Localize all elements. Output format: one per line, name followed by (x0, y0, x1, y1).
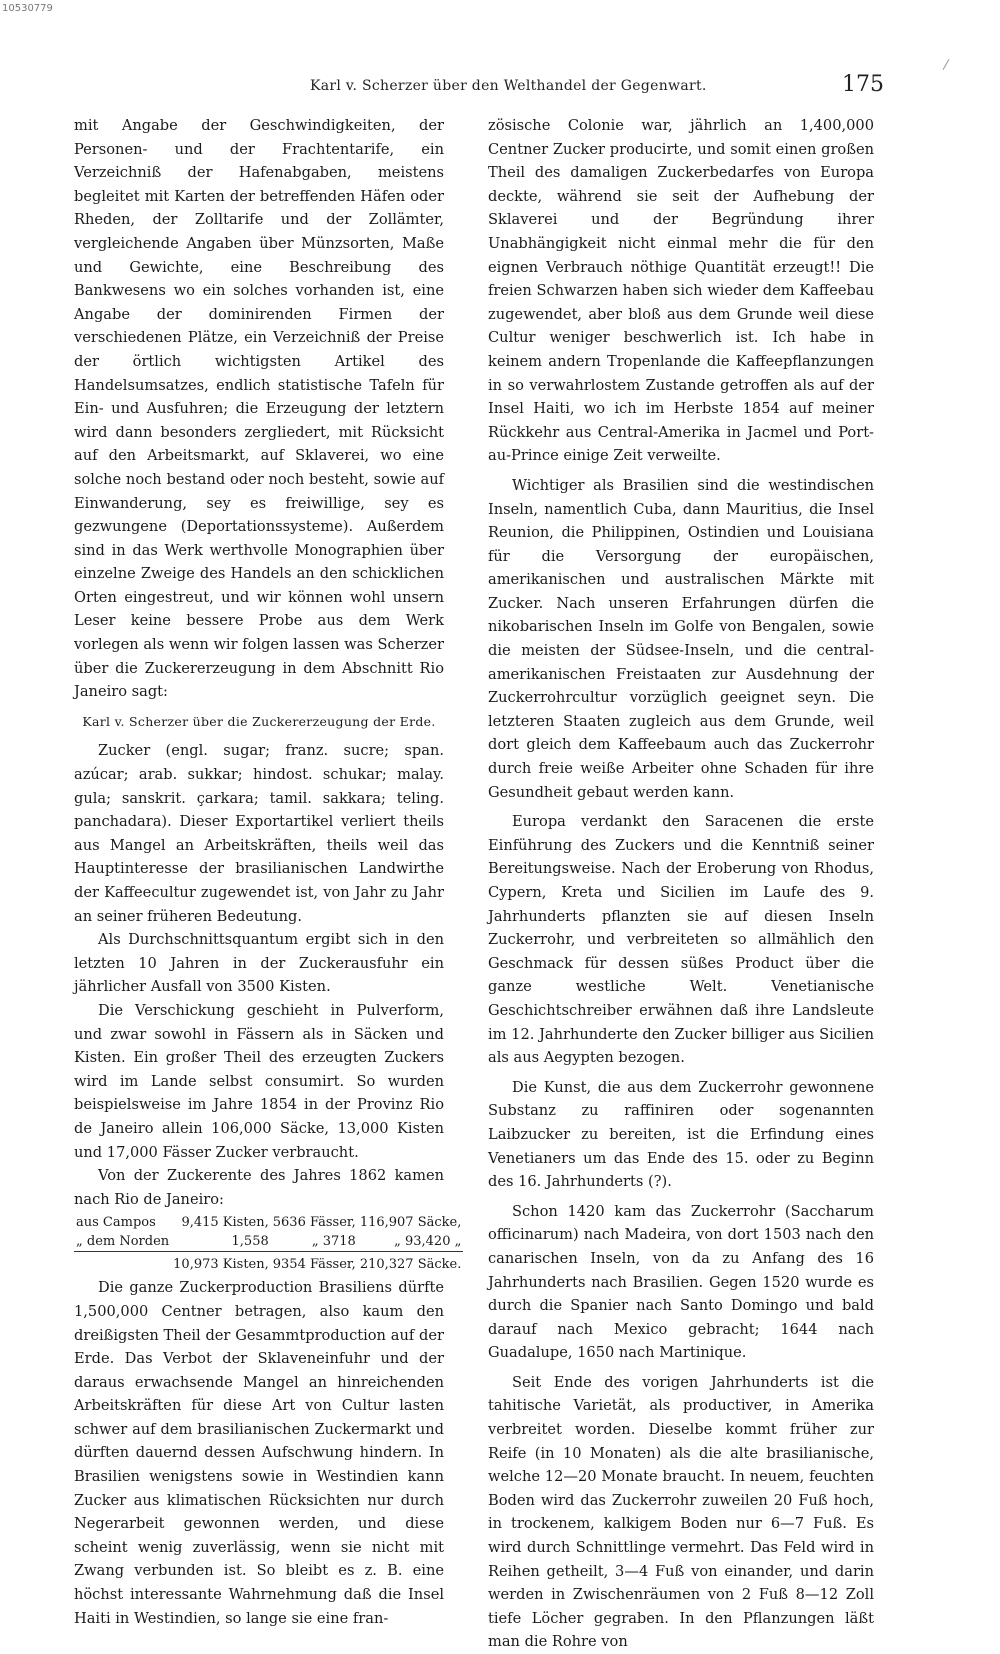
paragraph: Schon 1420 kam das Zuckerrohr (Saccharum officinarum) nach Madeira, von dort 1503 nach den canarischen Inseln, von da zu Anfang des 16 Jahrhunderts nach Brasilien. Gegen 1520 wurde es durch die Spanier nach Santo Domingo und bald darauf nach Mexico gebracht; 1644 nach Guadalupe, 1650 nach Martinique. (488, 1202, 874, 1362)
left-column (74, 114, 462, 1630)
table-cell: „ dem Norden (76, 1234, 170, 1250)
scan-id-label: 10530779 (2, 3, 53, 14)
paragraph: Europa verdankt den Saracenen die erste Einführung des Zuckers und die Kenntniß seiner Bereitungsweise. Nach der Eroberung von Rhodus, Cypern, Kreta und Sicilien im Laufe des 9. Jahrhunderts pflanzten sie auf diesen Inseln Zuckerrohr, und verbreiteten so allmählich den Geschmack für dessen süßes Product über die ganze westliche Welt. Venetianische Geschichtschreiber erwähnen daß ihre Landsleute im 12. Jahrhunderte den Zucker billiger aus Sicilien als aus Aegypten bezogen. (488, 813, 874, 1067)
paragraph: Seit Ende des vorigen Jahrhunderts ist die tahitische Varietät, als productiver, in Amerika verbreitet worden. Dieselbe kommt früher zur Reife (in 10 Monaten) als die alte brasilianische, welche 12—20 Monate braucht. In neuem, feuchten Boden wird das Zuckerrohr zuweilen 20 Fuß hoch, in trockenem, kalkigem Boden nur 6—7 Fuß. Es wird durch Schnittlinge vermehrt. Das Feld wird in Reihen getheilt, 3—4 Fuß von einander, und darin werden in Zwischenräumen von 2 Fuß 8—12 Zoll tiefe Löcher gegraben. In den Pflanzungen läßt man die Rohre von (488, 1373, 874, 1651)
table-cell: „ 93,420 „ (394, 1234, 462, 1250)
page-number: 175 (842, 72, 884, 97)
table-total-row (74, 1252, 463, 1275)
table-cell (74, 1252, 171, 1275)
table-row (74, 1232, 463, 1252)
paragraph: Die ganze Zuckerproduction Brasiliens dürfte 1,500,000 Centner betragen, also kaum den dreißigsten Theil der Gesammtproduction auf der Erde. Das Verbot der Sklaveneinfuhr und der daraus erwachsende Mangel an hinreichenden Arbeitskräften für diese Art von Cultur lasten schwer auf dem brasilianischen Zuckermarkt und dürften dauernd dessen Aufschwung hindern. In Brasilien wenigstens sowie in Westindien kann Zucker aus klimatischen Rücksichten nur durch Negerarbeit gewonnen werden, und diese scheint wenig zuverlässig, wenn sie nicht mit Zwang verbunden ist. So bleibt es z. B. eine höchst interessante Wahrnehmung daß die Insel Haiti in Westindien, so lange sie eine fran- (74, 1279, 444, 1627)
table-cell: 10,973 Kisten, (171, 1252, 271, 1275)
table-row (74, 1213, 463, 1232)
table-cell: 9354 Fässer, (271, 1252, 358, 1275)
margin-pencil-mark (943, 59, 950, 70)
paragraph: Die Kunst, die aus dem Zuckerrohr gewonnene Substanz zu raffiniren oder sogenannten Laibzucker zu bereiten, ist die Erfindung eines Venetianers um das Ende des 15. oder zu Beginn des 16. Jahrhunderts (?). (488, 1078, 874, 1191)
table-cell: 1,558 (231, 1234, 269, 1250)
paragraph: Wichtiger als Brasilien sind die westindischen Inseln, namentlich Cuba, dann Mauritius, die Insel Reunion, die Philippinen, Ostindien und Louisiana für die Versorgung der europäischen, amerikanischen und australischen Märkte mit Zucker. Nach unseren Erfahrungen dürfen die nikobarischen Inseln im Golfe von Bengalen, sowie die meisten der Südsee-Inseln, und die central-amerikanischen Freistaaten zur Ausdehnung der Zuckerrohrcultur vorzüglich geeignet seyn. Die letzteren Staaten zugleich aus dem Grunde, weil dort gleich dem Kaffeebaum auch das Zuckerrohr durch freie weiße Arbeiter ohne Schaden für ihre Gesundheit gebaut werden kann. (488, 476, 874, 801)
paragraph: Zucker (engl. sugar; franz. sucre; span. azúcar; arab. sukkar; hindost. schukar; malay. gula; sanskrit. çarkara; tamil. sakkara; teling. panchadara). Dieser Exportartikel verliert theils aus Mangel an Arbeitskräften, theils weil das Hauptinteresse der brasilianischen Landwirthe der Kaffeecultur zugewendet ist, von Jahr zu Jahr an seiner früheren Bedeutung. (74, 742, 444, 925)
table-cell: „ 3718 (311, 1234, 356, 1250)
table-cell: 5636 Fässer, (272, 1215, 356, 1231)
paragraph: Von der Zuckerente des Jahres 1862 kamen nach Rio de Janeiro: (74, 1167, 444, 1208)
paragraph: Die Verschickung geschieht in Pulverform, und zwar sowohl in Fässern als in Säcken und Kisten. Ein großer Theil des erzeugten Zuckers wird im Lande selbst consumirt. So wurden beispielsweise im Jahre 1854 in der Provinz Rio de Janeiro allein 106,000 Säcke, 13,000 Kisten und 17,000 Fässer Zucker verbraucht. (74, 1001, 444, 1161)
running-head: Karl v. Scherzer über den Welthandel der Gegenwart. (310, 78, 707, 94)
table-cell: aus Campos (76, 1215, 156, 1231)
paragraph: Als Durchschnittsquantum ergibt sich in den letzten 10 Jahren in der Zuckerausfuhr ein jährlicher Ausfall von 3500 Kisten. (74, 931, 444, 996)
table-cell: 9,415 Kisten, (181, 1215, 269, 1231)
paragraph: zösische Colonie war, jährlich an 1,400,000 Centner Zucker producirte, und somit einen großen Theil des damaligen Zuckerbedarfes von Europa deckte, während sie seit der Aufhebung der Sklaverei und der Begründung ihrer Unabhängigkeit nicht einmal mehr die für den eignen Verbrauch nöthige Quantität erzeugt!! Die freien Schwarzen haben sich wieder dem Kaffeebau zugewendet, aber bloß aus dem Grunde weil diese Cultur weniger beschwerlich ist. Ich habe in keinem andern Tropenlande die Kaffeepflanzungen in so verwahrlostem Zustande getroffen als auf der Insel Haiti, wo ich im Herbste 1854 auf meiner Rückkehr aus Central-Amerika in Jacmel und Port-au-Prince einige Zeit verweilte. (488, 117, 874, 465)
sugar-supply-table (74, 1213, 463, 1274)
section-subheading: Karl v. Scherzer über die Zuckererzeugung der Erde. (82, 713, 436, 729)
table-cell: 210,327 Säcke. (358, 1252, 464, 1275)
table-cell: 116,907 Säcke, (359, 1215, 462, 1231)
right-column (488, 114, 874, 1654)
paragraph: mit Angabe der Geschwindigkeiten, der Personen- und der Frachtentarife, ein Verzeichniß der Hafenabgaben, meistens begleitet mit Karten der betreffenden Häfen oder Rheden, der Zolltarife und der Zollämter, vergleichende Angaben über Münzsorten, Maße und Gewichte, eine Beschreibung des Bankwesens wo ein solches vorhanden ist, eine Angabe der dominirenden Firmen der verschiedenen Plätze, ein Verzeichniß der Preise der örtlich wichtigsten Artikel des Handelsumsatzes, endlich statistische Tafeln für Ein- und Ausfuhren; die Erzeugung der letztern wird dann besonders zergliedert, mit Rücksicht auf den Arbeitsmarkt, auf Sklaverei, wo eine solche noch bestand oder noch besteht, sowie auf Einwanderung, sey es freiwillige, sey es gezwungene (Deportationssysteme). Außerdem sind in das Werk werthvolle Monographien über einzelne Zweige des Handels an den schicklichen Orten eingestreut, und wir können wohl unsern Leser keine bessere Probe aus dem Werk vorlegen als wenn wir folgen lassen was Scherzer über die Zuckererzeugung in dem Abschnitt Rio Janeiro sagt: (74, 117, 444, 701)
